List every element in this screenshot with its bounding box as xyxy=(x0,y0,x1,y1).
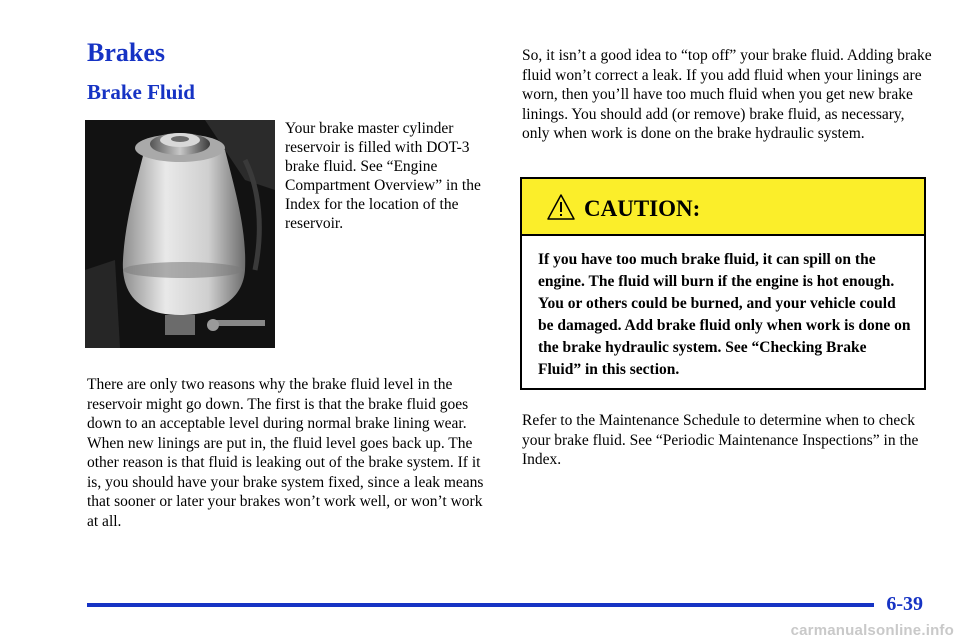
footer-rule xyxy=(87,603,874,607)
section-title: Brake Fluid xyxy=(87,80,195,104)
page-number: 6-39 xyxy=(886,593,923,615)
top-off-paragraph: So, it isn’t a good idea to “top off” your brake fluid. Adding brake fluid won’t correct a leak. If you add fluid when your linings are worn, then you’ll have too much fluid when you get new brake linings. You should add (or remove) brake fluid, as necessary, only when work is done on the brake hydraulic system. xyxy=(522,47,932,142)
brake-reservoir-photo xyxy=(85,120,275,348)
watermark: carmanualsonline.info xyxy=(790,622,954,639)
caution-label: CAUTION: xyxy=(584,196,701,221)
caution-header xyxy=(522,179,924,236)
maintenance-paragraph: Refer to the Maintenance Schedule to determine when to check your brake fluid. See “Periodic Maintenance Inspections” in the Index. xyxy=(522,412,919,468)
caution-body: If you have too much brake fluid, it can spill on the engine. The fluid will burn if the engine is hot enough. You or others could be burned, and your vehicle could be damaged. Add brake fluid only when work is done on the brake hydraulic system. See “Checking Brake Fluid” in this section. xyxy=(538,251,911,378)
intro-text: Your brake master cylinder reservoir is filled with DOT-3 brake fluid. See “Engine Compartment Overview” in the Index for the location of the reservoir. xyxy=(285,120,481,232)
brake-fluid-level-paragraph: There are only two reasons why the brake fluid level in the reservoir might go down. The first is that the brake fluid goes down to an acceptable level during normal brake lining wear. When new linings are put in, the fluid level goes back up. The other reason is that fluid is leaking out of the brake system. If it is, you should have your brake system fixed, since a leak means that sooner or later your brakes won’t work well, or won’t work at all. xyxy=(87,376,484,530)
warning-triangle-icon xyxy=(546,193,576,221)
page-title: Brakes xyxy=(87,38,165,67)
caution-box xyxy=(520,177,926,390)
reservoir-illustration xyxy=(85,120,275,348)
